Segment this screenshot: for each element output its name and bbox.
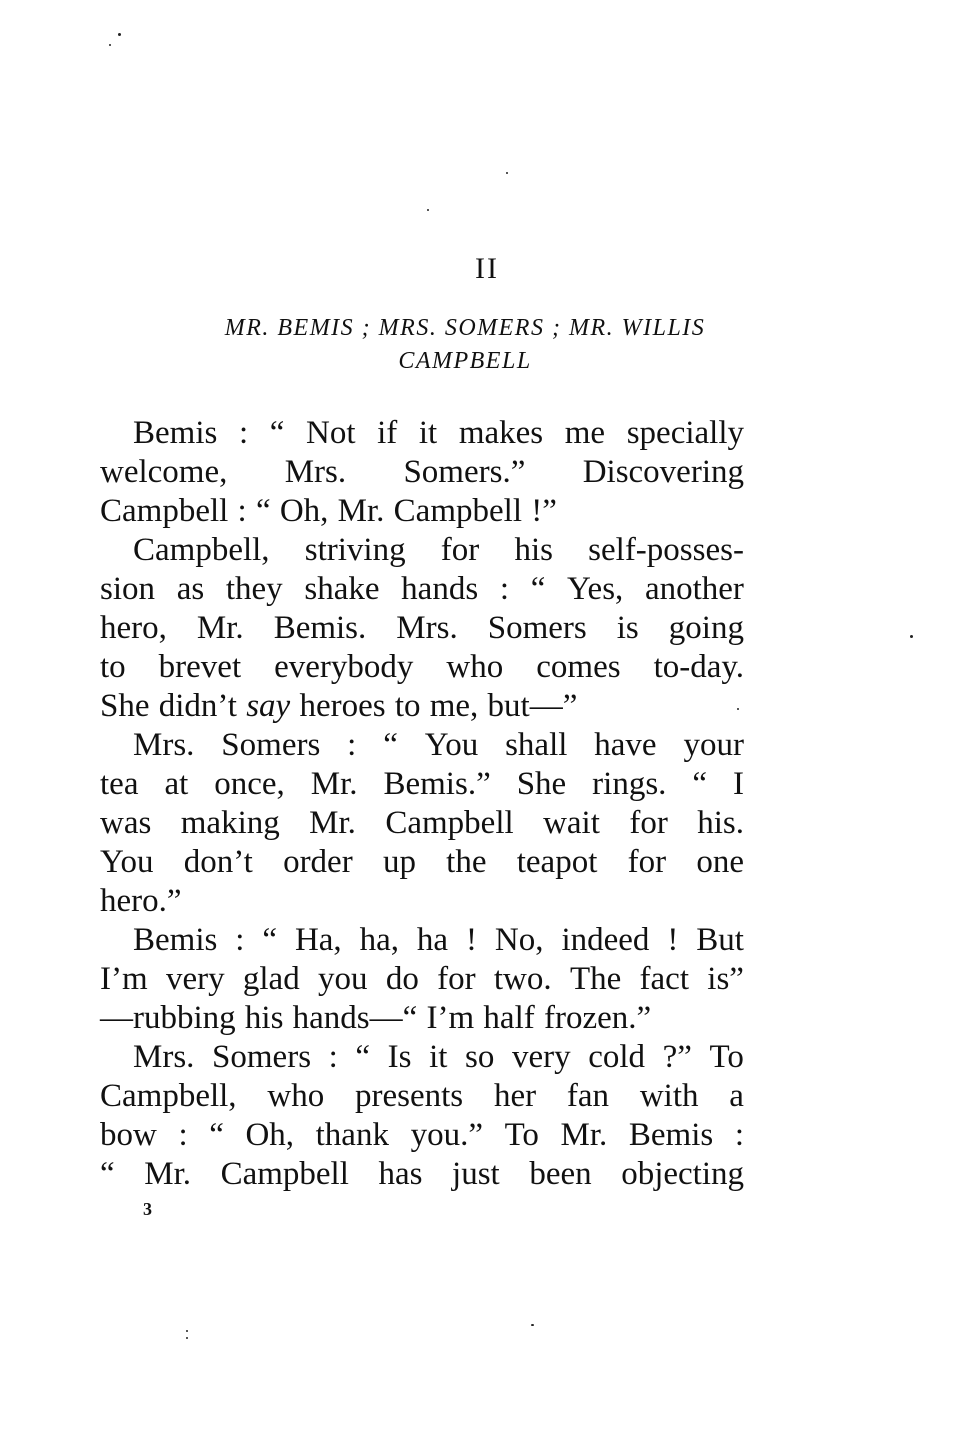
word: Somers [487,610,587,646]
word: but—” [487,688,578,724]
word: But [696,922,744,958]
word: was [100,805,152,841]
word: hero.” [100,883,182,919]
word: She [516,766,567,802]
word: is [616,610,639,646]
word: heroes [299,688,386,724]
section-number: II [475,252,499,285]
word: : [238,415,249,451]
word: Bemis. [273,610,367,646]
word: I’m [100,961,148,997]
text-line [100,531,744,570]
scan-speck [186,1337,188,1339]
word: your [683,727,744,763]
word: rings. [592,766,667,802]
word: me, [429,688,479,724]
word: : [235,922,245,958]
word: Mr. [309,805,356,841]
word: presents [355,1078,464,1114]
text-line [100,414,744,453]
word: very [165,961,225,997]
word: Campbell [393,493,522,529]
word: Mr. [310,766,358,802]
word: going [668,610,744,646]
word: Campbell [385,805,514,841]
word: You [424,727,479,763]
word: for [440,532,480,568]
word: to [394,688,421,724]
word: fan [566,1078,610,1114]
text-line [100,726,744,765]
word: fact [639,961,689,997]
word: is” [707,961,744,997]
word: they [225,571,283,607]
text-line [100,882,744,921]
word: wait [543,805,600,841]
text-line [100,960,744,999]
word: —rubbing [100,1000,236,1036]
word: hero, [100,610,167,646]
word: comes [536,649,621,685]
scan-speck [531,1324,534,1326]
word: Oh, [245,1117,295,1153]
word: it [418,415,438,451]
word: Yes, [567,571,624,607]
word: Somers [221,727,321,763]
word: his [514,532,553,568]
scene-heading-line-1: MR. BEMIS ; MRS. SOMERS ; MR. WILLIS [224,315,706,341]
text-line [100,1077,744,1116]
word: ! [466,922,477,958]
word: have [594,727,657,763]
word: “ [530,571,546,607]
word: at [164,766,189,802]
word: : [347,727,357,763]
word: his [244,1000,284,1036]
word: “ [269,415,285,451]
word: one [696,844,744,880]
word: Ha, [294,922,342,958]
word: who [446,649,504,685]
word: “ [262,922,278,958]
word: shake [304,571,380,607]
word: ha [416,922,449,958]
word: sion [100,571,156,607]
text-line [100,843,744,882]
word: Mr. [144,1156,191,1192]
word: making [180,805,280,841]
scan-speck [118,33,121,36]
text-line [100,609,744,648]
word: has [378,1156,423,1192]
word: the [446,844,487,880]
word: : [237,493,247,529]
word: She [100,688,150,724]
text-line [100,570,744,609]
text-line [100,1116,744,1155]
scan-speck [910,635,913,638]
word: if [377,415,398,451]
word: to-day. [653,649,744,685]
word: order [283,844,353,880]
word: Bemis [133,922,218,958]
word: Mr. [337,493,385,529]
word: Bemis [133,415,218,451]
word: objecting [621,1156,744,1192]
word: you.” [410,1117,483,1153]
text-line [100,999,744,1038]
word: : [328,1039,338,1075]
word: ha, [359,922,399,958]
word: Bemis.” [383,766,491,802]
word: !” [531,493,557,529]
text-line [100,921,744,960]
word: cold [588,1039,646,1075]
word: as [176,571,205,607]
word: very [511,1039,571,1075]
word: : [499,571,510,607]
word: for [437,961,476,997]
scene-heading-line-2: CAMPBELL [398,348,532,374]
word: : [178,1117,188,1153]
word: “ [100,1156,115,1192]
word: glad [242,961,300,997]
word: Campbell [220,1156,349,1192]
word: indeed [561,922,650,958]
word: ! [667,922,679,958]
word: me [564,415,606,451]
word: “ [692,766,708,802]
word: welcome, [100,454,228,490]
word: bow [100,1117,157,1153]
word: Discovering [582,454,744,490]
text-line [100,1038,744,1077]
word: two. [493,961,552,997]
word: shall [505,727,568,763]
word: for [629,805,668,841]
word: with [639,1078,699,1114]
text-line [100,492,744,531]
word: been [529,1156,592,1192]
word: thank [315,1117,389,1153]
word: frozen.” [543,1000,652,1036]
word: “ [383,727,398,763]
word: self-posses- [588,532,744,568]
word: you [318,961,368,997]
word: say [246,688,291,724]
word: another [644,571,744,607]
text-line [100,648,744,687]
word: Bemis [628,1117,714,1153]
word: Mr. [560,1117,608,1153]
word: Somers.” [403,454,526,490]
word: To [709,1039,744,1075]
word: Campbell, [133,532,270,568]
word: The [569,961,622,997]
word: so [465,1039,495,1075]
text-line [100,765,744,804]
word: just [452,1156,500,1192]
word: half [483,1000,535,1036]
word: I [733,766,744,802]
scan-speck [186,1330,188,1332]
word: hands [401,571,479,607]
word: “ [255,493,271,529]
word: Mrs. [133,1039,195,1075]
word: her [493,1078,537,1114]
word: Campbell, [100,1078,237,1114]
word: do [385,961,419,997]
word: “ [355,1039,371,1075]
word: who [267,1078,325,1114]
word: his. [697,805,744,841]
word: makes [458,415,544,451]
scan-speck [427,209,429,211]
word: striving [304,532,406,568]
word: brevet [158,649,242,685]
word: everybody [274,649,414,685]
word: tea [100,766,139,802]
word: teapot [516,844,598,880]
word: I’m [426,1000,475,1036]
word: didn’t [158,688,237,724]
word: No, [494,922,544,958]
dialogue-text [100,414,744,1194]
text-line [100,804,744,843]
word: “ [209,1117,224,1153]
word: for [627,844,667,880]
text-line [100,687,744,726]
word: Is [387,1039,412,1075]
scan-speck [506,172,508,174]
scene-heading [100,312,830,378]
scan-speck [109,44,111,46]
word: specially [626,415,744,451]
word: Campbell [100,493,229,529]
page-number: 3 [143,1199,152,1219]
word: Mrs. [396,610,458,646]
word: You [100,844,154,880]
word: : [734,1117,744,1153]
word: Mrs. [133,727,195,763]
word: it [429,1039,448,1075]
word: Mrs. [284,454,347,490]
word: once, [214,766,285,802]
word: Somers [212,1039,312,1075]
word: To [504,1117,539,1153]
word: to [100,649,126,685]
word: Not [306,415,356,451]
word: a [729,1078,744,1114]
text-line [100,453,744,492]
word: ?” [662,1039,692,1075]
word: Mr. [196,610,244,646]
word: hands—“ [292,1000,418,1036]
word: don’t [183,844,253,880]
word: Oh, [279,493,329,529]
word: up [382,844,416,880]
text-line [100,1155,744,1194]
